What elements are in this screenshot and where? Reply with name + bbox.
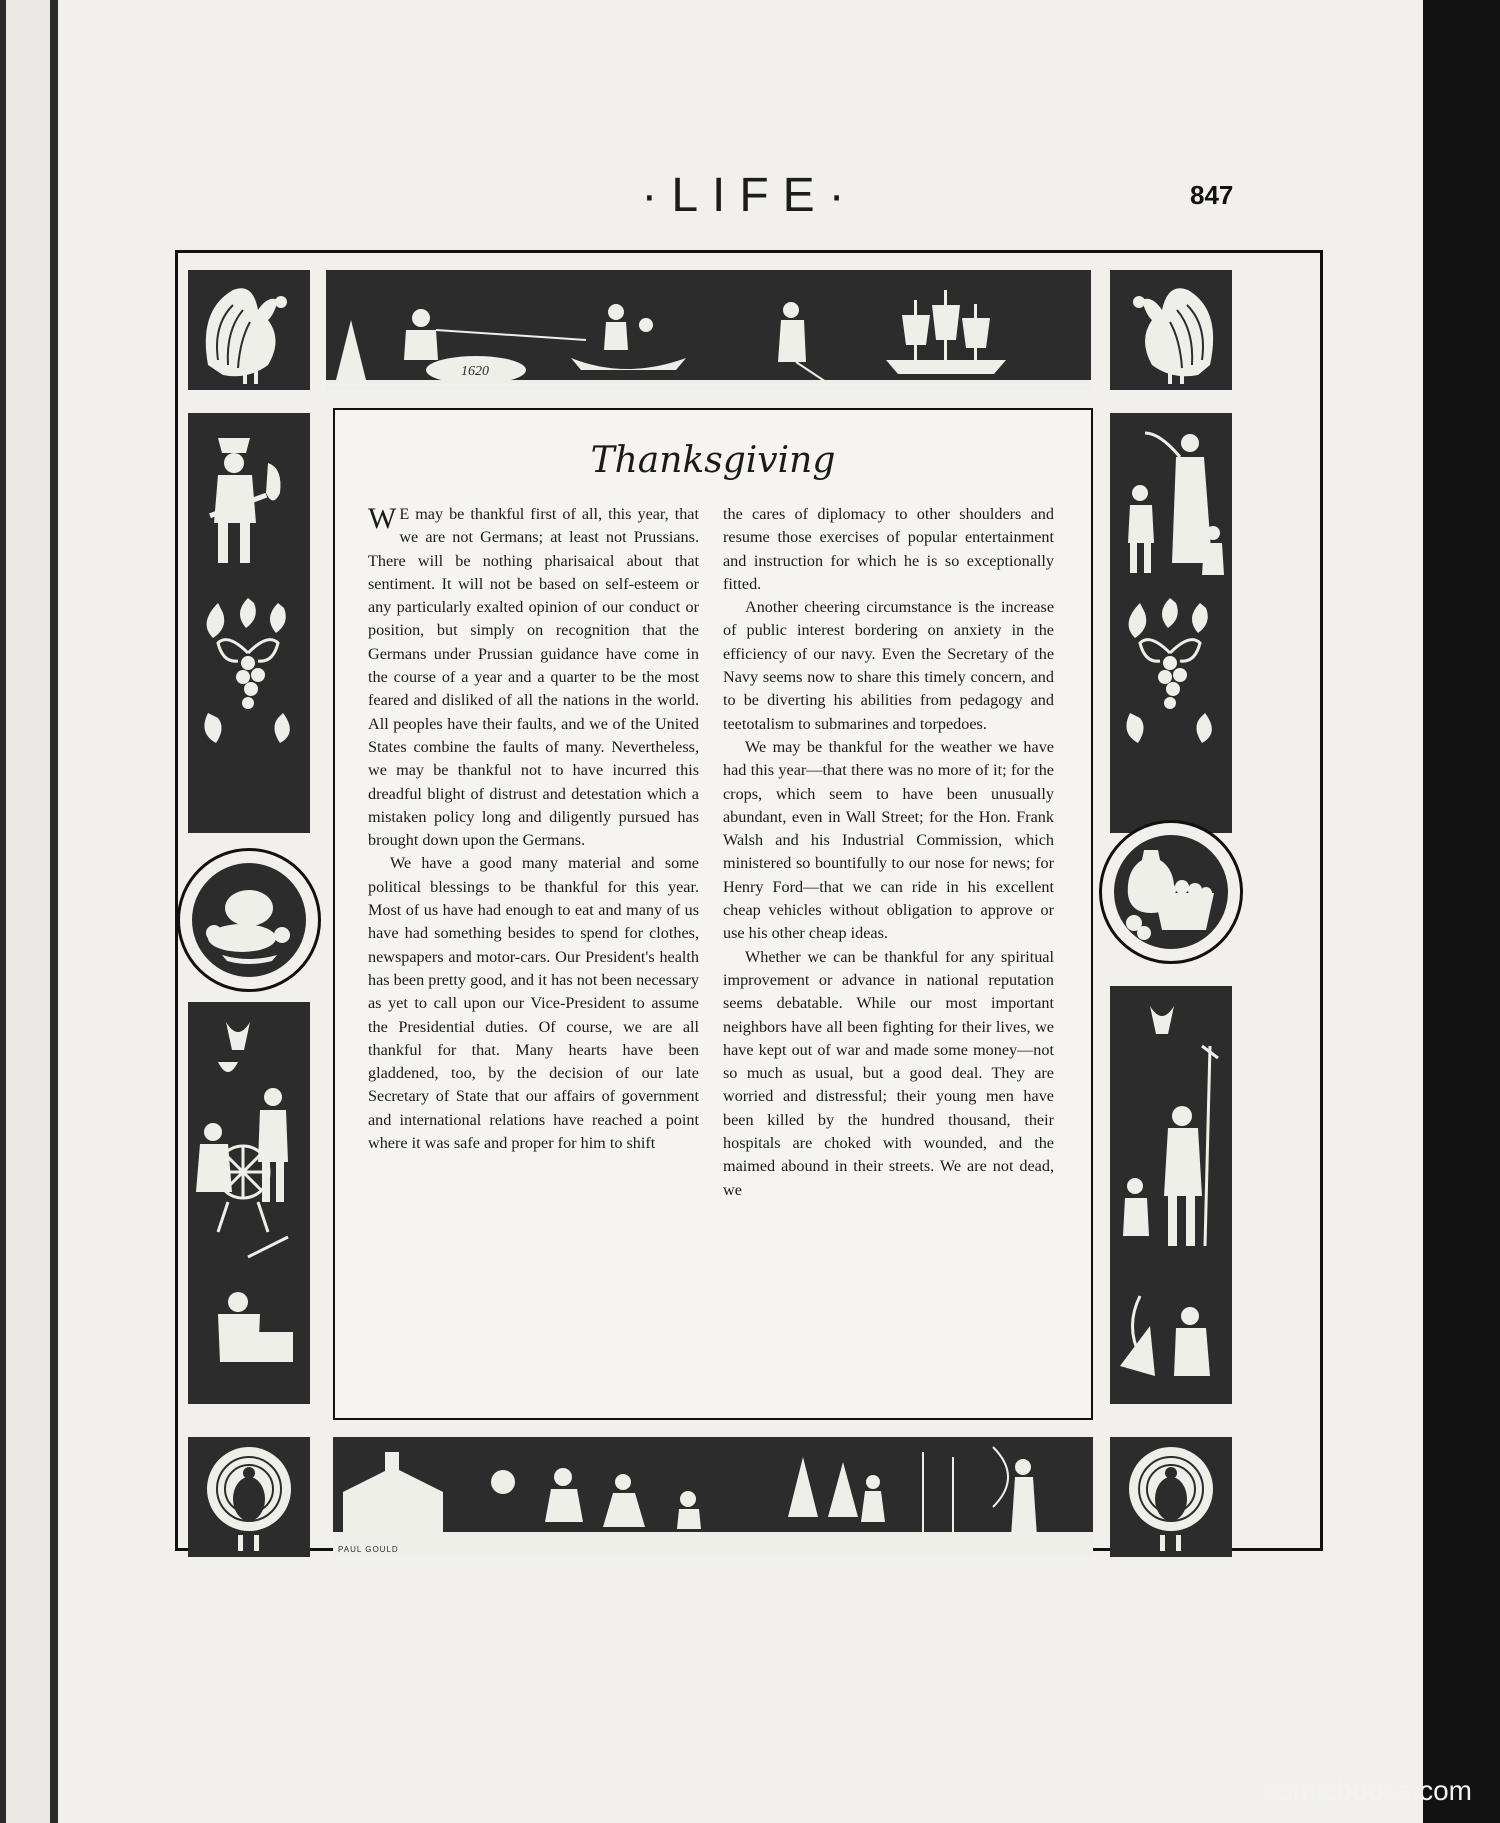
watermark-text: comicbooks.com [1263,1775,1472,1806]
banner-year-label: 1620 [461,364,489,379]
article-column-left [368,503,699,1155]
turkey-illustration-top-right [1110,270,1232,390]
pilgrim-hunter-illustration [188,413,310,833]
pilgrim-landing-banner [326,270,1091,390]
turkey-illustration-bottom-right [1110,1437,1232,1557]
pilgrims-and-natives-chase-banner [333,1437,1093,1557]
article-paragraph: W E may be thankful first of all, this year, that we are not Germans; at least not Prussians. There will be nothing pharisaical about that sentiment. It will not be based on self-esteem or any particularly exalted opinion of our conduct or position, but simply on recognition that the Germans under Prussian guidance have come in the course of a year and a quarter to be the most feared and disliked of all the nations in the world. All peoples have their faults, and we of the United States combine the faults of many. Nevertheless, we may be thankful not to have incurred this dreadful blight of distrust and detestation which a mistaken policy long and diligently pursued has brought down upon the Germans. [368,502,699,850]
article-paragraph: Whether we can be thankful for any spiritual improvement or advance in national reputation seems debatable. While our most important neighbors have all been fighting for their lives, we have kept out of war and made some money—not so much as usual, but a good deal. They are worried and distressful; their young men have been killed by the hundred thousand, their hospitals are choked with wounded, and the maimed abound in their streets. We are not dead, we [723,947,1054,1199]
article-paragraph: We may be thankful for the weather we have had this year—that there was no more of it; for the crops, which seem to have been unusually abundant, even in Wall Street; for the Hon. Frank Walsh and his Industrial Commission, which ministered so bountifully to our nose for news; for Henry Ford—that we can ride in his excellent cheap vehicles without obligation to approve or use his other cheap ideas. [723,737,1054,943]
article-paragraph: Another cheering circumstance is the increase of public interest bordering on anxiety in the efficiency of our navy. Even the Secretary of the Navy seems now to share this timely concern, and to be diverting his abilities from pedagogy and teetotalism to submarines and torpedoes. [723,598,1054,733]
article-column-right [723,503,1054,1202]
turkey-illustration-bottom-left [188,1437,310,1557]
article-paragraph: We have a good many material and some political blessings to be thankful for this year. Most of us have had enough to eat and many of us have had something besides to spend for clothes, newspapers and motor-cars. Our President's health has been pretty good, and it has not been necessary as yet to call upon our Vice-President to assume the Presidential duties. Of course, we are all thankful for that. Many hearts have been gladdened, too, by the decision of our late Secretary of State that our affairs of government and international relations have reached a point where it was safe and proper for him to shift [368,854,699,1153]
masthead: ·LIFE· [641,169,859,222]
artist-signature: PAUL GOULD [338,1545,399,1554]
article-paragraph: the cares of diplomacy to other shoulders and resume those exercises of popular entertainment and instruction for which he is so exceptionally fitted. [723,505,1054,593]
page-number: 847 [1190,180,1234,210]
pilgrim-soldier-and-native-illustration [1110,986,1232,1404]
turkey-illustration-top-left [188,270,310,390]
drop-cap: W [368,502,397,535]
harvest-medallion-left [177,848,321,992]
jug-and-basket-medallion-right [1099,820,1243,964]
spinning-wheel-and-pilgrim-illustration [188,1002,310,1404]
article-title: Thanksgiving [590,440,836,481]
pilgrim-family-illustration [1110,413,1232,833]
scan-edge [1423,0,1500,1823]
